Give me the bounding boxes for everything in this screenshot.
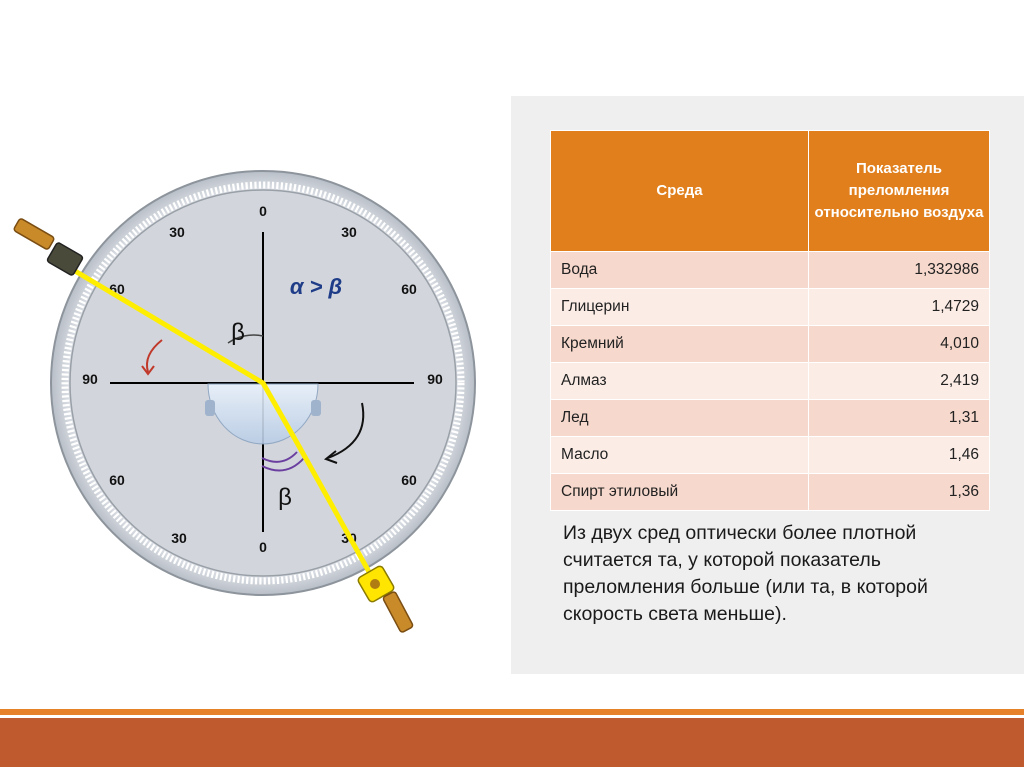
cell-medium: Лед bbox=[551, 400, 809, 437]
cell-index: 4,010 bbox=[809, 326, 990, 363]
cell-index: 1,31 bbox=[809, 400, 990, 437]
angle-relation: α > β bbox=[289, 274, 343, 299]
scale-label-60-lower-left: 60 bbox=[109, 472, 125, 488]
scale-label-60-upper-left: 60 bbox=[109, 281, 125, 297]
cell-medium: Вода bbox=[551, 252, 809, 289]
cell-index: 1,36 bbox=[809, 474, 990, 511]
table-header-row bbox=[551, 131, 990, 252]
cell-index: 2,419 bbox=[809, 363, 990, 400]
footer-bar bbox=[0, 718, 1024, 767]
refractive-index-table bbox=[550, 130, 990, 511]
scale-label-bottom: 0 bbox=[259, 539, 267, 555]
scale-label-30-lower-left: 30 bbox=[171, 530, 187, 546]
table-row bbox=[551, 363, 990, 400]
cell-index: 1,332986 bbox=[809, 252, 990, 289]
scale-label-60-lower-right: 60 bbox=[401, 472, 417, 488]
scale-label-30-lower-right: 30 bbox=[341, 530, 357, 546]
table-row bbox=[551, 437, 990, 474]
table-row bbox=[551, 252, 990, 289]
laser-source bbox=[13, 218, 83, 276]
header-index: Показатель преломления относительно воздуха bbox=[809, 131, 990, 252]
optical-disk-diagram bbox=[0, 0, 512, 700]
footer-stripe bbox=[0, 709, 1024, 715]
lens-clamp-right bbox=[311, 400, 321, 416]
definition-note: Из двух сред оптически более плотной считается та, у которой показатель преломления больше (или та, в которой скорость света меньше). bbox=[563, 522, 928, 625]
scale-label-90-right: 90 bbox=[427, 371, 443, 387]
scale-label-top: 0 bbox=[259, 203, 267, 219]
cell-medium: Алмаз bbox=[551, 363, 809, 400]
header-medium: Среда bbox=[551, 131, 809, 252]
scale-label-90-left: 90 bbox=[82, 371, 98, 387]
cell-medium: Кремний bbox=[551, 326, 809, 363]
angle-label-bottom: β bbox=[278, 484, 292, 511]
scale-label-30-upper-right: 30 bbox=[341, 224, 357, 240]
lens-clamp-left bbox=[205, 400, 215, 416]
table-row bbox=[551, 289, 990, 326]
scale-label-60-upper-right: 60 bbox=[401, 281, 417, 297]
table-row bbox=[551, 474, 990, 511]
cell-index: 1,4729 bbox=[809, 289, 990, 326]
cell-medium: Глицерин bbox=[551, 289, 809, 326]
cell-medium: Спирт этиловый bbox=[551, 474, 809, 511]
cell-medium: Масло bbox=[551, 437, 809, 474]
table-row bbox=[551, 400, 990, 437]
scale-label-30-upper-left: 30 bbox=[169, 224, 185, 240]
angle-label-top: β bbox=[231, 319, 245, 346]
table-row bbox=[551, 326, 990, 363]
light-detector bbox=[357, 565, 414, 633]
cell-index: 1,46 bbox=[809, 437, 990, 474]
